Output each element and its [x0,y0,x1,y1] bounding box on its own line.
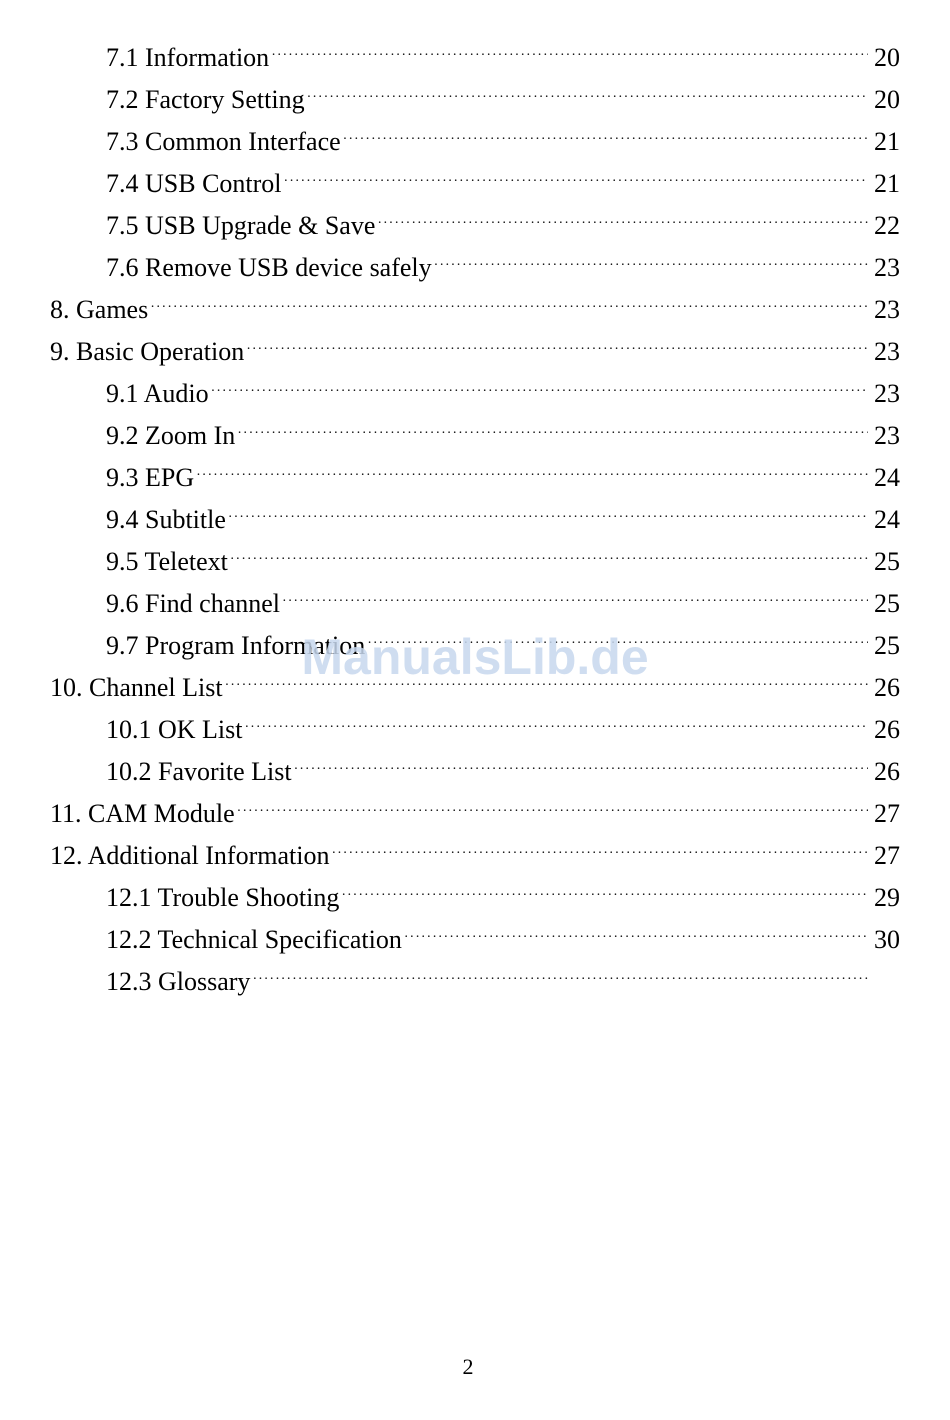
toc-entry-title: 7.1 Information [106,43,270,72]
toc-entry-title: 11. CAM Module [50,799,235,828]
watermark: ManualsLib.de [301,629,649,685]
toc-entry[interactable] [0,835,950,877]
toc-dot-leader [343,119,868,161]
toc-entry-title: 10.2 Favorite List [106,757,292,786]
toc-dot-leader [245,707,869,749]
toc-dot-leader [252,959,868,1001]
toc-entry-page: 20 [874,43,900,72]
toc-entry-page: 23 [874,379,900,408]
toc-dot-leader [246,329,868,371]
toc-entry-title: 7.3 Common Interface [106,127,341,156]
toc-entry-page: 23 [874,295,900,324]
toc-dot-leader [225,665,868,707]
toc-entry-page: 25 [874,547,900,576]
toc-entry[interactable] [0,667,950,709]
toc-entry-title: 12.2 Technical Specification [106,925,402,954]
toc-entry[interactable] [0,205,950,247]
toc-entry-title: 9. Basic Operation [50,337,245,366]
toc-entry[interactable] [0,877,950,919]
toc-entry-page: 27 [874,799,900,828]
toc-entry-title: 10. Channel List [50,673,223,702]
toc-dot-leader [211,371,868,413]
toc-entry-title: 12.3 Glossary [106,967,251,996]
toc-entry[interactable] [0,121,950,163]
toc-entry-title: 7.2 Factory Setting [106,85,305,114]
toc-entry-page: 26 [874,757,900,786]
toc-entry-page: 23 [874,337,900,366]
toc-entry-title: 9.2 Zoom In [106,421,236,450]
toc-dot-leader [307,77,868,119]
toc-entry[interactable] [0,499,950,541]
toc-dot-leader [367,623,868,665]
toc-entry[interactable] [0,583,950,625]
toc-entry[interactable] [0,415,950,457]
toc-entry-page: 22 [874,211,900,240]
toc-dot-leader [237,413,868,455]
toc-entry-page: 21 [874,127,900,156]
toc-entry-page: 25 [874,589,900,618]
toc-entry-title: 7.4 USB Control [106,169,282,198]
toc-entry[interactable] [0,793,950,835]
toc-entry[interactable] [0,289,950,331]
toc-dot-leader [434,245,868,287]
toc-dot-leader [331,833,868,875]
toc-entry-page: 21 [874,169,900,198]
toc-entry[interactable] [0,919,950,961]
toc-entry-title: 9.6 Find channel [106,589,281,618]
toc-entry-title: 7.6 Remove USB device safely [106,253,432,282]
toc-entry[interactable] [0,163,950,205]
toc-entry[interactable] [0,79,950,121]
table-of-contents [0,37,950,1003]
toc-dot-leader [294,749,868,791]
toc-entry[interactable] [0,961,950,1003]
toc-entry[interactable] [0,751,950,793]
toc-entry-title: 9.7 Program Information [106,631,366,660]
toc-entry-title: 12.1 Trouble Shooting [106,883,340,912]
toc-entry-title: 9.1 Audio [106,379,209,408]
toc-entry-title: 9.4 Subtitle [106,505,226,534]
toc-entry[interactable] [0,373,950,415]
toc-entry[interactable] [0,247,950,289]
toc-entry[interactable] [0,457,950,499]
toc-dot-leader [228,497,868,539]
toc-entry-page: 26 [874,715,900,744]
toc-entry-title: 12. Additional Information [50,841,330,870]
toc-entry-page: 26 [874,673,900,702]
toc-dot-leader [150,287,868,329]
page-number: 2 [462,1354,474,1379]
toc-entry-title: 10.1 OK List [106,715,243,744]
toc-entry-page: 24 [874,463,900,492]
toc-dot-leader [284,161,868,203]
toc-dot-leader [196,455,868,497]
toc-entry-title: 7.5 USB Upgrade & Save [106,211,376,240]
toc-entry[interactable] [0,625,950,667]
toc-entry-title: 8. Games [50,295,149,324]
toc-entry-page: 20 [874,85,900,114]
toc-entry-page: 29 [874,883,900,912]
toc-entry[interactable] [0,541,950,583]
toc-entry-page: 30 [874,925,900,954]
toc-entry[interactable] [0,37,950,79]
toc-entry[interactable] [0,331,950,373]
toc-dot-leader [271,35,868,77]
toc-dot-leader [237,791,868,833]
toc-dot-leader [282,581,868,623]
toc-dot-leader [230,539,868,581]
toc-entry-title: 9.3 EPG [106,463,195,492]
toc-entry-title: 9.5 Teletext [106,547,228,576]
toc-entry[interactable] [0,709,950,751]
toc-dot-leader [377,203,868,245]
toc-entry-page: 24 [874,505,900,534]
toc-dot-leader [341,875,868,917]
toc-entry-page: 23 [874,421,900,450]
toc-dot-leader [404,917,868,959]
toc-entry-page: 23 [874,253,900,282]
toc-entry-page: 27 [874,841,900,870]
toc-entry-page: 25 [874,631,900,660]
